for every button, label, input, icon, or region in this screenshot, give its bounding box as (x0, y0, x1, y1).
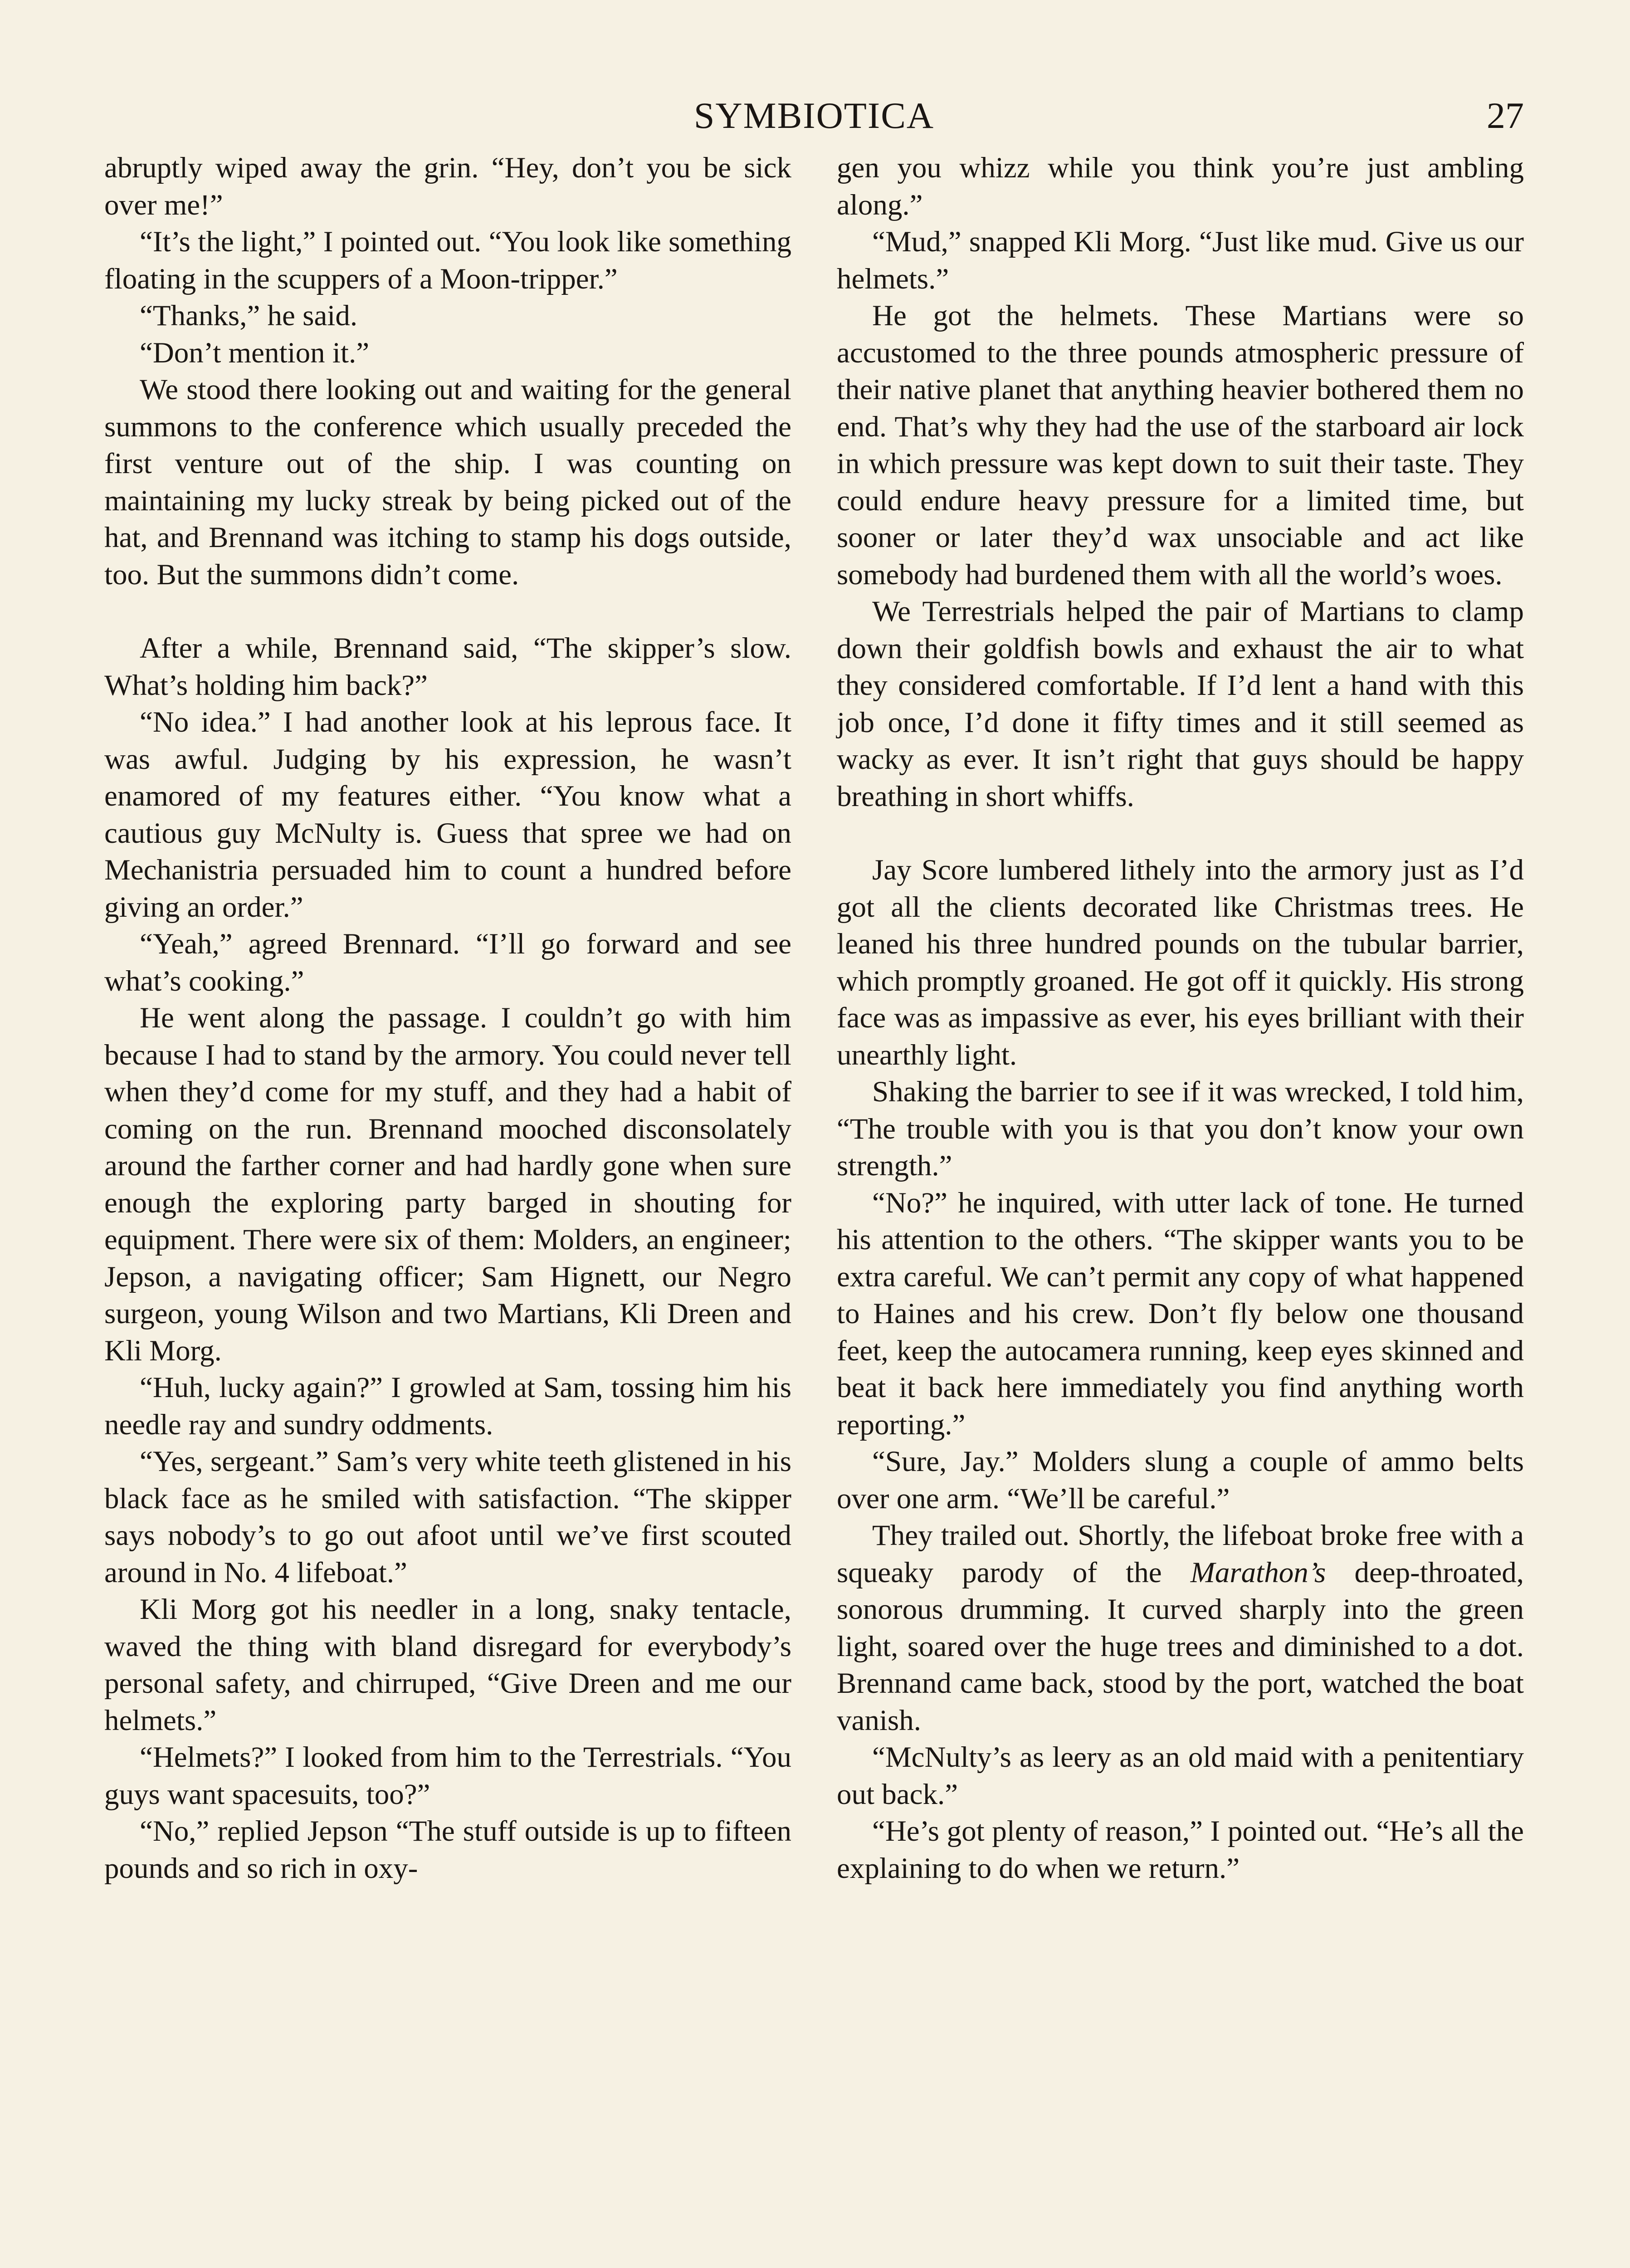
paragraph: Shaking the barrier to see if it was wrecked, I told him, “The trouble with you is that you don’t know your own strength.” (837, 1075, 1524, 1182)
paragraph: “Mud,” snapped Kli Morg. “Just like mud. Give us our helmets.” (837, 225, 1524, 295)
paragraph: “Yeah,” agreed Brennard. “I’ll go forward and see what’s cooking.” (104, 928, 791, 997)
paragraph: “No,” replied Jepson “The stuff outside is up to fifteen pounds and so rich in oxy- (104, 1815, 791, 1885)
ship-name: Marathon’s (1190, 1556, 1326, 1589)
paragraph: “Don’t mention it.” (140, 336, 370, 369)
text-column-right (837, 150, 1524, 1887)
paragraph (837, 1517, 1524, 1739)
paragraph: He went along the passage. I couldn’t go with him because I had to stand by the armory. You could never tell when they’d come for my stuff, and they had a habit of coming on the run. Brennand mooched disconsolately around the farther corner and had hardly gone when sure enough the exploring party barged in shouting for equipment. There were six of them: Molders, an engineer; Jepson, a navigating officer; Sam Hignett, our Negro surgeon, young Wilson and two Martians, Kli Dreen and Kli Morg. (104, 1002, 791, 1367)
paragraph-text: deep-throated, sonorous drumming. It curved sharply into the green light, soared over the huge trees and diminished to a dot. Brennand came back, stood by the port, watched the boat vanish. (837, 1556, 1524, 1737)
paragraph: We stood there looking out and waiting for the general summons to the conference which usually preceded the first venture out of the ship. I was counting on maintaining my lucky streak by being picked out of the hat, and Brennand was itching to stamp his dogs outside, too. But the summons didn’t come. (104, 373, 791, 591)
paragraph: “Helmets?” I looked from him to the Terrestrials. “You guys want spacesuits, too?” (104, 1741, 791, 1811)
paragraph: Kli Morg got his needler in a long, snaky tentacle, waved the thing with bland disregard for everybody’s personal safety, and chirruped, “Give Dreen and me our helmets.” (104, 1593, 791, 1737)
paragraph: We Terrestrials helped the pair of Martians to clamp down their goldfish bowls and exhaust the air to what they considered comfortable. If I’d lent a hand with this job once, I’d done it fifty times and it still seemed as wacky as ever. It isn’t right that guys should be happy breathing in short whiffs. (837, 595, 1524, 813)
paragraph: “McNulty’s as leery as an old maid with a penitentiary out back.” (837, 1741, 1524, 1811)
paragraph: “He’s got plenty of reason,” I pointed out. “He’s all the explaining to do when we return.” (837, 1815, 1524, 1885)
paragraph: “No idea.” I had another look at his leprous face. It was awful. Judging by his expression, he wasn’t enamored of my features either. “You know what a cautious guy McNulty is. Guess that spree we had on Mechanistria persuaded him to count a hundred before giving an order.” (104, 706, 791, 924)
paragraph: Jay Score lumbered lithely into the armory just as I’d got all the clients decorated like Christmas trees. He leaned his three hundred pounds on the tubular barrier, which promptly groaned. He got off it quickly. His strong face was as impassive as ever, his eyes brilliant with their unearthly light. (837, 854, 1524, 1071)
paragraph: gen you whizz while you think you’re just ambling along.” (837, 152, 1524, 221)
paragraph: He got the helmets. These Martians were so accustomed to the three pounds atmospheric pressure of their native planet that anything heavier bothered them no end. That’s why they had the use of the starboard air lock in which pressure was kept down to suit their taste. They could endure heavy pressure for a limited time, but sooner or later they’d wax unsociable and act like somebody had burdened them with all the world’s woes. (837, 299, 1524, 591)
text-column-left (104, 150, 791, 1887)
running-head (104, 91, 1524, 141)
paragraph: abruptly wiped away the grin. “Hey, don’t you be sick over me!” (104, 152, 791, 221)
paragraph: “Sure, Jay.” Molders slung a couple of ammo belts over one arm. “We’ll be careful.” (837, 1445, 1524, 1515)
page-number: 27 (1487, 95, 1524, 136)
paragraph-text: They trailed out. Shortly, the lifeboat broke free with a squeaky parody of the (837, 1519, 1524, 1589)
paragraph: “No?” he inquired, with utter lack of tone. He turned his attention to the others. “The skipper wants you to be extra careful. We can’t permit any copy of what happened to Haines and his crew. Don’t fly below one thousand feet, keep the autocamera running, keep eyes skinned and beat it back here immediately you find anything worth reporting.” (837, 1186, 1524, 1441)
running-title: SYMBIOTICA (693, 95, 935, 136)
paragraph: “Huh, lucky again?” I growled at Sam, tossing him his needle ray and sundry oddments. (104, 1371, 791, 1441)
paragraph: “Yes, sergeant.” Sam’s very white teeth glistened in his black face as he smiled with satisfaction. “The skipper says nobody’s to go out afoot until we’ve first scouted around in No. 4 lifeboat.” (104, 1445, 791, 1589)
paragraph: After a while, Brennand said, “The skipper’s slow. What’s holding him back?” (104, 632, 791, 702)
paragraph: “It’s the light,” I pointed out. “You look like something floating in the scuppers of a Moon-tripper.” (104, 225, 791, 295)
paragraph: “Thanks,” he said. (140, 299, 358, 332)
